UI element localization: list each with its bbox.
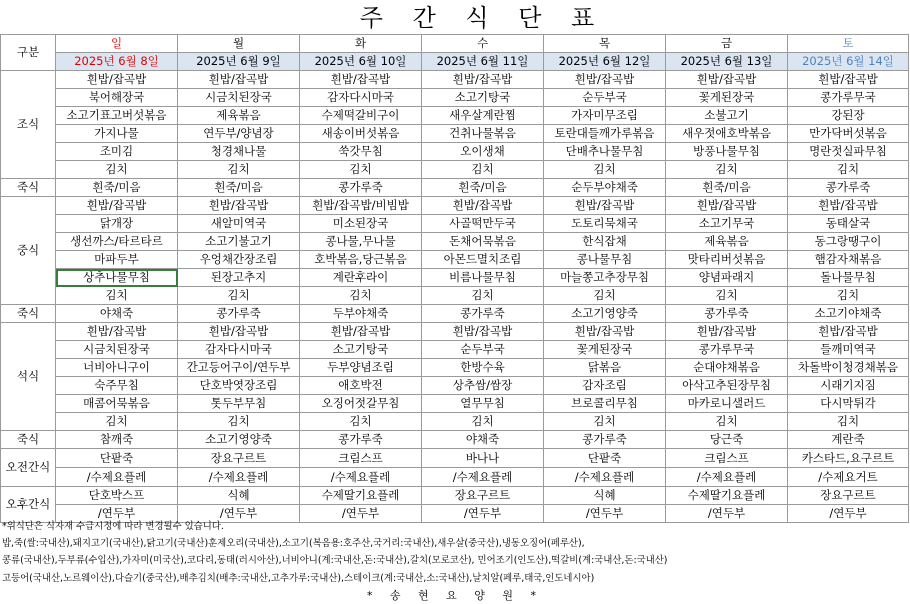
menu-cell[interactable]: 너비아니구이 (56, 359, 178, 377)
menu-cell[interactable]: 흰밥/잡곡밥 (788, 323, 909, 341)
menu-row (1, 107, 909, 125)
meal-label-lunch-porridge: 죽식 (1, 305, 56, 323)
menu-cell[interactable]: 김치 (178, 287, 300, 305)
menu-cell[interactable]: 단팥죽 (56, 449, 178, 468)
menu-cell[interactable]: 마파두부 (56, 251, 178, 269)
menu-cell[interactable]: 당근죽 (666, 431, 788, 449)
menu-cell[interactable]: 미소된장국 (300, 215, 422, 233)
menu-row (1, 323, 909, 341)
menu-cell[interactable]: /연두부 (788, 505, 909, 523)
menu-cell[interactable]: 매콤어묵볶음 (56, 395, 178, 413)
menu-cell[interactable]: 다시막튀각 (788, 395, 909, 413)
menu-cell[interactable]: 김치 (544, 413, 666, 431)
note-line: 고등어(국내산,노르웨이산),다슬기(중국산),배추김치(배추:국내산,고추가루:국내산),스테이크(계:국내산,소:국내산),날치알(페루,태국,인도네시아) (2, 572, 595, 584)
menu-cell[interactable]: 김치 (788, 413, 909, 431)
menu-cell[interactable]: /수제요플레 (544, 468, 666, 487)
weekday-cell[interactable]: 수 (422, 35, 544, 53)
menu-cell[interactable]: /연두부 (56, 505, 178, 523)
menu-cell[interactable]: 제육볶음 (178, 107, 300, 125)
menu-cell[interactable]: 꽃게된장국 (666, 89, 788, 107)
menu-cell[interactable]: 토란대들깨가루볶음 (544, 125, 666, 143)
menu-cell[interactable]: 바나나 (422, 449, 544, 468)
menu-row (1, 395, 909, 413)
menu-cell[interactable]: 맛타리버섯볶음 (666, 251, 788, 269)
date-cell[interactable]: 2025년 6월 14일 (788, 53, 909, 71)
menu-row (1, 413, 909, 431)
menu-cell[interactable]: 건취나물볶음 (422, 125, 544, 143)
weekly-menu-table (0, 34, 909, 523)
menu-cell[interactable]: 김치 (544, 161, 666, 179)
weekday-cell[interactable]: 목 (544, 35, 666, 53)
category-header: 구분 (1, 35, 56, 71)
date-row (1, 53, 909, 71)
menu-cell[interactable]: 흰밥/잡곡밥 (544, 197, 666, 215)
menu-row (1, 125, 909, 143)
meal-label-breakfast: 조식 (1, 71, 56, 179)
menu-cell[interactable]: 시금치된장국 (178, 89, 300, 107)
menu-cell[interactable]: 북어해장국 (56, 89, 178, 107)
menu-cell[interactable]: 야채죽 (56, 305, 178, 323)
menu-cell[interactable]: 양념파래지 (666, 269, 788, 287)
menu-cell[interactable]: 순두부국 (544, 89, 666, 107)
date-cell[interactable]: 2025년 6월 9일 (178, 53, 300, 71)
menu-row (1, 143, 909, 161)
menu-cell[interactable]: 크림스프 (300, 449, 422, 468)
date-cell[interactable]: 2025년 6월 8일 (56, 53, 178, 71)
date-cell[interactable]: 2025년 6월 11일 (422, 53, 544, 71)
menu-cell[interactable]: /수제요플레 (666, 468, 788, 487)
meal-label-dinner: 석식 (1, 323, 56, 431)
notes-area (2, 518, 908, 604)
menu-cell[interactable]: 흰밥/잡곡밥 (422, 197, 544, 215)
menu-cell[interactable]: 야채죽 (422, 431, 544, 449)
meal-label-am-snack: 오전간식 (1, 449, 56, 487)
menu-cell[interactable]: 흰밥/잡곡밥 (788, 71, 909, 89)
menu-cell[interactable]: 돌나물무침 (788, 269, 909, 287)
menu-row (1, 305, 909, 323)
menu-cell[interactable]: 새우살계란찜 (422, 107, 544, 125)
menu-cell[interactable]: 김치 (666, 161, 788, 179)
menu-cell[interactable]: 수제딸기요플레 (300, 487, 422, 505)
menu-cell[interactable]: 새알미역국 (178, 215, 300, 233)
menu-row (1, 449, 909, 468)
menu-cell[interactable]: 김치 (56, 413, 178, 431)
menu-cell[interactable]: 새우젓애호박볶음 (666, 125, 788, 143)
menu-cell[interactable]: 김치 (422, 287, 544, 305)
menu-cell[interactable]: 흰밥/잡곡밥 (56, 71, 178, 89)
menu-cell[interactable]: 흰밥/잡곡밥 (178, 197, 300, 215)
menu-cell[interactable]: 김치 (178, 413, 300, 431)
menu-cell[interactable]: 계란후라이 (300, 269, 422, 287)
menu-cell[interactable]: 흰밥/잡곡밥 (178, 71, 300, 89)
menu-cell[interactable]: /연두부 (178, 505, 300, 523)
menu-cell[interactable]: 식혜 (544, 487, 666, 505)
menu-cell[interactable]: 생선까스/타르타르 (56, 233, 178, 251)
menu-cell[interactable]: 순두부야채죽 (544, 179, 666, 197)
menu-cell[interactable]: 흰밥/잡곡밥 (544, 323, 666, 341)
menu-cell[interactable]: 흰밥/잡곡밥 (666, 197, 788, 215)
menu-cell[interactable]: 강된장 (788, 107, 909, 125)
menu-cell[interactable]: 감자다시마국 (178, 341, 300, 359)
menu-cell[interactable]: 감자조림 (544, 377, 666, 395)
menu-cell[interactable]: 마카로니샐러드 (666, 395, 788, 413)
menu-row (1, 359, 909, 377)
menu-cell[interactable]: 흰밥/잡곡밥 (300, 71, 422, 89)
menu-cell[interactable]: 식혜 (178, 487, 300, 505)
menu-cell[interactable]: 시래기지짐 (788, 377, 909, 395)
menu-cell[interactable]: 수제딸기요플레 (666, 487, 788, 505)
menu-cell[interactable]: 콩나물무침 (544, 251, 666, 269)
menu-cell[interactable]: 흰밥/잡곡밥 (666, 71, 788, 89)
menu-cell[interactable]: 흰죽/미음 (178, 179, 300, 197)
menu-row (1, 161, 909, 179)
menu-cell[interactable]: 된장고추지 (178, 269, 300, 287)
menu-cell[interactable]: 사골떡만두국 (422, 215, 544, 233)
menu-cell[interactable]: /연두부 (300, 505, 422, 523)
menu-row (1, 89, 909, 107)
menu-cell[interactable]: 콩가루무국 (666, 341, 788, 359)
weekday-cell[interactable]: 화 (300, 35, 422, 53)
menu-cell[interactable]: 김치 (544, 287, 666, 305)
menu-cell[interactable]: 차돌박이청경채볶음 (788, 359, 909, 377)
menu-cell[interactable]: 두부양념조림 (300, 359, 422, 377)
menu-cell[interactable]: 오징어젓갈무침 (300, 395, 422, 413)
menu-cell[interactable]: 가지나물 (56, 125, 178, 143)
menu-cell[interactable]: 새송이버섯볶음 (300, 125, 422, 143)
menu-cell[interactable]: 순두부국 (422, 341, 544, 359)
menu-cell[interactable]: /연두부 (422, 505, 544, 523)
menu-cell[interactable]: 김치 (300, 413, 422, 431)
menu-cell[interactable]: 콩가루죽 (300, 179, 422, 197)
menu-cell[interactable]: 조미김 (56, 143, 178, 161)
menu-cell[interactable]: 참깨죽 (56, 431, 178, 449)
menu-cell[interactable]: 김치 (666, 413, 788, 431)
menu-cell[interactable]: 비름나물무침 (422, 269, 544, 287)
menu-cell[interactable]: 김치 (422, 413, 544, 431)
menu-cell[interactable]: 방풍나물무침 (666, 143, 788, 161)
menu-cell[interactable]: /수제요플레 (300, 468, 422, 487)
menu-cell[interactable]: 단팥죽 (544, 449, 666, 468)
menu-cell[interactable]: 김치 (788, 287, 909, 305)
menu-cell[interactable]: 흰밥/잡곡밥 (178, 323, 300, 341)
meal-label-pm-snack: 오후간식 (1, 487, 56, 523)
date-cell[interactable]: 2025년 6월 10일 (300, 53, 422, 71)
menu-cell[interactable]: 간고등어구이/연두부 (178, 359, 300, 377)
menu-row (1, 71, 909, 89)
meal-label-dinner-porridge: 죽식 (1, 431, 56, 449)
menu-row (1, 233, 909, 251)
menu-cell[interactable]: 콩가루죽 (422, 305, 544, 323)
menu-cell[interactable]: 김치 (300, 287, 422, 305)
menu-cell[interactable]: /연두부 (544, 505, 666, 523)
menu-cell[interactable]: 두부야채죽 (300, 305, 422, 323)
footer-facility: * 송 현 요 양 원 * (366, 588, 544, 602)
menu-cell[interactable]: 콩가루죽 (666, 305, 788, 323)
menu-cell[interactable]: 동태살국 (788, 215, 909, 233)
menu-cell[interactable]: 카스타드,요구르트 (788, 449, 909, 468)
menu-row (1, 431, 909, 449)
date-cell[interactable]: 2025년 6월 13일 (666, 53, 788, 71)
menu-cell[interactable]: 흰밥/잡곡밥 (56, 197, 178, 215)
menu-cell[interactable]: /수제요플레 (56, 468, 178, 487)
menu-cell[interactable]: 김치 (788, 161, 909, 179)
menu-cell[interactable]: 만가닥버섯볶음 (788, 125, 909, 143)
menu-cell[interactable]: 흰밥/잡곡밥 (788, 197, 909, 215)
menu-cell[interactable]: 한방수육 (422, 359, 544, 377)
menu-cell[interactable]: 햄감자채볶음 (788, 251, 909, 269)
menu-cell[interactable]: 제육볶음 (666, 233, 788, 251)
menu-cell[interactable]: 상추나물무침 (56, 269, 178, 287)
menu-cell[interactable]: 닭개장 (56, 215, 178, 233)
meal-label-lunch: 중식 (1, 197, 56, 305)
menu-cell[interactable]: 오이생채 (422, 143, 544, 161)
page-title: 주 간 식 단 표 (359, 4, 606, 32)
menu-cell[interactable]: 흰밥/잡곡밥 (422, 323, 544, 341)
menu-cell[interactable]: /수제요거트 (788, 468, 909, 487)
menu-cell[interactable]: 브로콜리무침 (544, 395, 666, 413)
menu-cell[interactable]: 흰밥/잡곡밥 (544, 71, 666, 89)
menu-cell[interactable]: 콩나물,무나물 (300, 233, 422, 251)
menu-row (1, 179, 909, 197)
menu-cell[interactable]: 김치 (422, 161, 544, 179)
menu-cell[interactable]: 시금치된장국 (56, 341, 178, 359)
menu-cell[interactable]: 수제떡갈비구이 (300, 107, 422, 125)
menu-cell[interactable]: 소고기영양죽 (544, 305, 666, 323)
weekday-cell[interactable]: 토 (788, 35, 909, 53)
menu-cell[interactable]: 아몬드멸치조림 (422, 251, 544, 269)
weekday-cell[interactable]: 금 (666, 35, 788, 53)
menu-row (1, 468, 909, 487)
menu-cell[interactable]: /연두부 (666, 505, 788, 523)
menu-cell[interactable]: 소고기영양죽 (178, 431, 300, 449)
menu-cell[interactable]: 김치 (666, 287, 788, 305)
note-line: *위식단은 식자재 수급시정에 따라 변경될수 있습니다. (2, 521, 224, 532)
menu-cell[interactable]: 닭볶음 (544, 359, 666, 377)
menu-cell[interactable]: 명란젓실파무침 (788, 143, 909, 161)
menu-cell[interactable]: /수제요플레 (178, 468, 300, 487)
menu-cell[interactable]: 톳두부무침 (178, 395, 300, 413)
menu-cell[interactable]: 도토리묵채국 (544, 215, 666, 233)
menu-cell[interactable]: 소고기야채죽 (788, 305, 909, 323)
weekday-row (1, 35, 909, 53)
menu-cell[interactable]: 김치 (178, 161, 300, 179)
menu-cell[interactable]: 동그랑땡구이 (788, 233, 909, 251)
menu-cell[interactable]: 김치 (56, 287, 178, 305)
weekday-cell[interactable]: 월 (178, 35, 300, 53)
menu-row (1, 197, 909, 215)
menu-cell[interactable]: 단배추나물무침 (544, 143, 666, 161)
menu-cell[interactable]: 소불고기 (666, 107, 788, 125)
menu-cell[interactable]: 소고기불고기 (178, 233, 300, 251)
menu-cell[interactable]: 흰밥/잡곡밥 (300, 323, 422, 341)
menu-cell[interactable]: 열무무침 (422, 395, 544, 413)
menu-cell[interactable]: 흰밥/잡곡밥 (422, 71, 544, 89)
menu-cell[interactable]: 숙주무침 (56, 377, 178, 395)
menu-row (1, 487, 909, 505)
note-line: 콩류(국내산),두부류(수입산),가자미(미국산),코다리,동태(러시아산),너비아니(계:국내산,돈:국내산),갈치(모로코산), 민어조기(인도산),떡갈비(계:국내산,돈:국내산) (2, 555, 668, 567)
menu-cell[interactable]: 소고기탕국 (422, 89, 544, 107)
menu-cell[interactable]: 소고기표고버섯볶음 (56, 107, 178, 125)
menu-cell[interactable]: 애호박전 (300, 377, 422, 395)
date-cell[interactable]: 2025년 6월 12일 (544, 53, 666, 71)
menu-cell[interactable]: 김치 (300, 161, 422, 179)
menu-row (1, 287, 909, 305)
menu-cell[interactable]: 소고기무국 (666, 215, 788, 233)
menu-cell[interactable]: 꽃게된장국 (544, 341, 666, 359)
menu-cell[interactable]: 장요구르트 (788, 487, 909, 505)
menu-cell[interactable]: 마늘쫑고추장무침 (544, 269, 666, 287)
menu-cell[interactable]: 호박볶음,당근볶음 (300, 251, 422, 269)
menu-cell[interactable]: 우엉채간장조림 (178, 251, 300, 269)
menu-cell[interactable]: 들깨미역국 (788, 341, 909, 359)
menu-cell[interactable]: 흰밥/잡곡밥/비빔밥 (300, 197, 422, 215)
menu-cell[interactable]: 소고기탕국 (300, 341, 422, 359)
menu-cell[interactable]: 가자미무조림 (544, 107, 666, 125)
menu-cell[interactable]: 흰밥/잡곡밥 (56, 323, 178, 341)
menu-row (1, 269, 909, 287)
menu-cell[interactable]: 계란죽 (788, 431, 909, 449)
menu-row (1, 215, 909, 233)
menu-row (1, 251, 909, 269)
menu-cell[interactable]: 콩가루죽 (544, 431, 666, 449)
menu-cell[interactable]: 상추쌈/쌈장 (422, 377, 544, 395)
menu-cell[interactable]: 김치 (56, 161, 178, 179)
menu-cell[interactable]: 장요구르트 (178, 449, 300, 468)
menu-cell[interactable]: 흰죽/미음 (666, 179, 788, 197)
menu-cell[interactable]: 크림스프 (666, 449, 788, 468)
weekday-cell[interactable]: 일 (56, 35, 178, 53)
menu-cell[interactable]: 돈채어묵볶음 (422, 233, 544, 251)
menu-cell[interactable]: 콩가루죽 (300, 431, 422, 449)
menu-cell[interactable]: 아삭고추된장무침 (666, 377, 788, 395)
menu-cell[interactable]: 순대야채볶음 (666, 359, 788, 377)
menu-cell[interactable]: 감자다시마국 (300, 89, 422, 107)
menu-cell[interactable]: 연두부/양념장 (178, 125, 300, 143)
menu-cell[interactable]: 쑥갓무침 (300, 143, 422, 161)
menu-cell[interactable]: 한식잡채 (544, 233, 666, 251)
menu-cell[interactable]: 단호박엿장조림 (178, 377, 300, 395)
menu-cell[interactable]: 단호박스프 (56, 487, 178, 505)
menu-cell[interactable]: 흰밥/잡곡밥 (666, 323, 788, 341)
menu-row (1, 341, 909, 359)
note-line: 밥,죽(쌀:국내산),돼지고기(국내산),닭고기(국내산)훈제오리(국내산),소고기(복음용:호주산,국거리:국내산),새우살(중국산),냉동오징어(페루산), (2, 538, 585, 550)
menu-cell[interactable]: /수제요플레 (422, 468, 544, 487)
meal-label-breakfast-porridge: 죽식 (1, 179, 56, 197)
menu-cell[interactable]: 콩가루무국 (788, 89, 909, 107)
menu-cell[interactable]: 콩가루죽 (178, 305, 300, 323)
menu-cell[interactable]: 콩가루죽 (788, 179, 909, 197)
menu-cell[interactable]: 청경채나물 (178, 143, 300, 161)
menu-row (1, 377, 909, 395)
menu-cell[interactable]: 흰죽/미음 (56, 179, 178, 197)
menu-cell[interactable]: 장요구르트 (422, 487, 544, 505)
menu-cell[interactable]: 흰죽/미음 (422, 179, 544, 197)
